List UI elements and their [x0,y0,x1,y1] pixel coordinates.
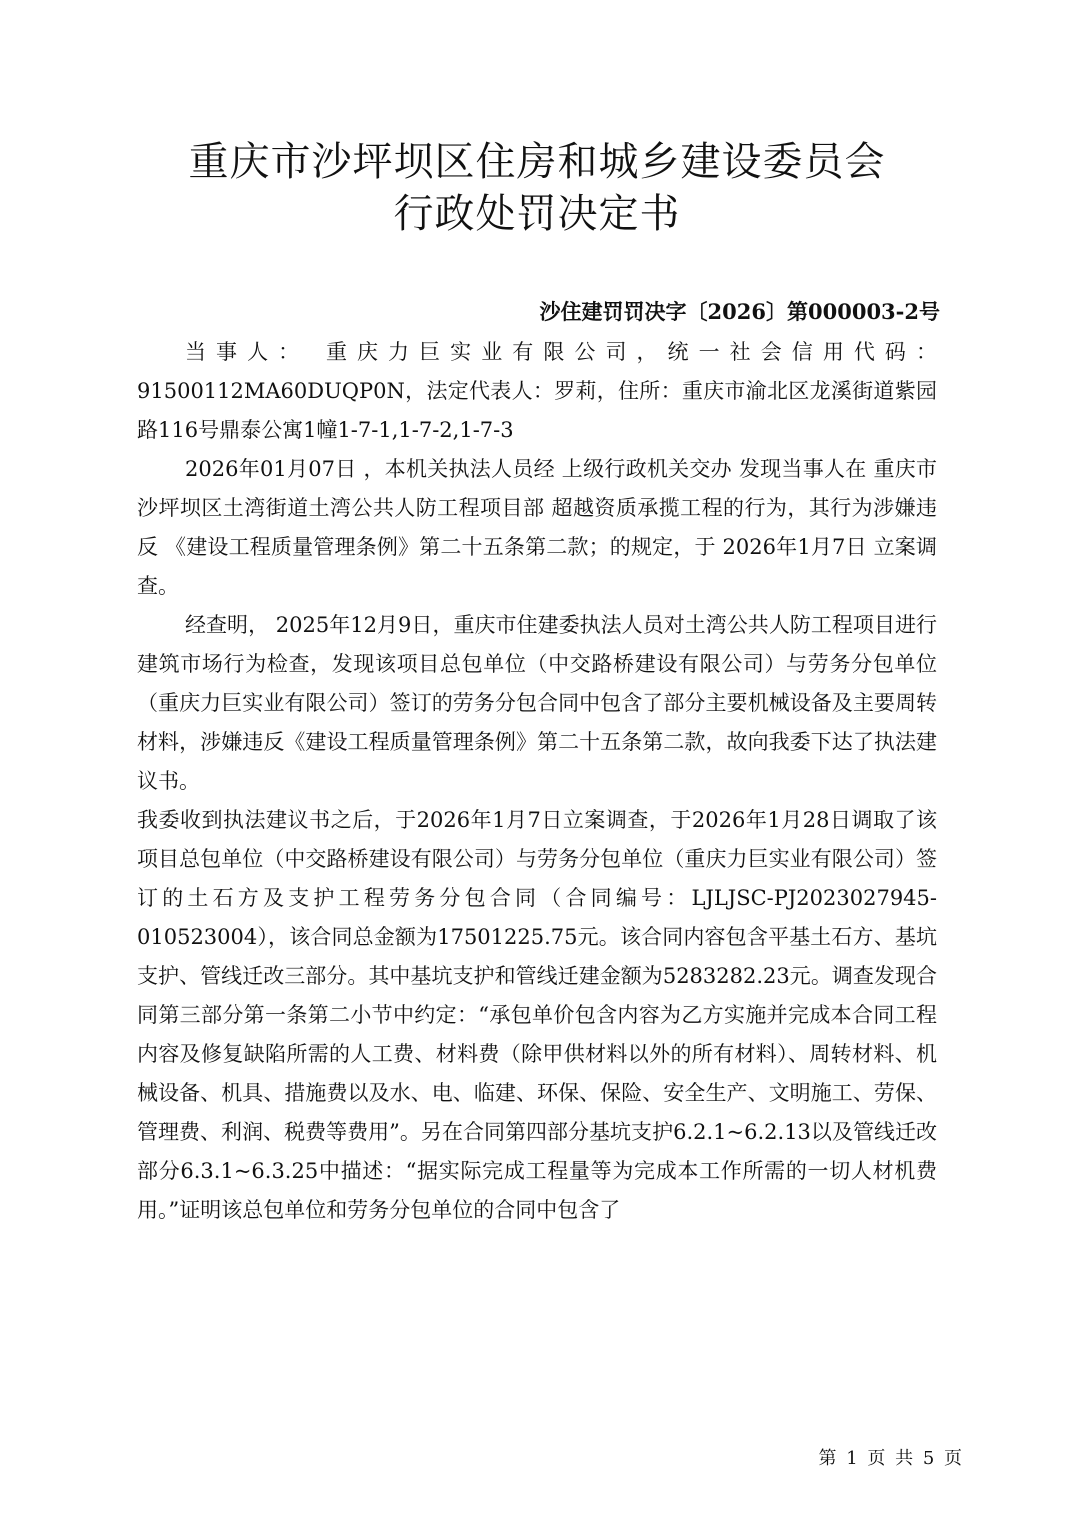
document-body [137,333,937,1230]
document-number: 沙住建罚罚决字〔2026〕第000003-2号 [539,299,940,324]
party-paragraph: 当事人： 重庆力巨实业有限公司，统一社会信用代码：91500112MA60DUQP0N，法定代表人：罗莉，住所：重庆市渝北区龙溪街道紫园路116号鼎泰公寓1幢1-7-1,1-7-2,1-7-3 [137,340,937,442]
title-line-1: 重庆市沙坪坝区住房和城乡建设委员会 [188,139,886,185]
document-title [0,136,1074,240]
page-number: 第 1 页 共 5 页 [818,1448,964,1469]
findings-paragraph: 我委收到执法建议书之后，于2026年1月7日立案调查，于2026年1月28日调取了该项目总包单位（中交路桥建设有限公司）与劳务分包单位（重庆力巨实业有限公司）签订的土石方及支护工程劳务分包合同（合同编号：LJLJSC-PJ2023027945-010523004），该合同总金额为17501225.75元。该合同内容包含平基土石方、基坑支护、管线迁改三部分。其中基坑支护和管线迁建金额为5283282.23元。调查发现合同第三部分第一条第二小节中约定：“承包单价包含内容为乙方实施并完成本合同工程内容及修复缺陷所需的人工费、材料费（除甲供材料以外的所有材料）、周转材料、机械设备、机具、措施费以及水、电、临建、环保、保险、安全生产、文明施工、劳保、管理费、利润、税费等费用”。另在合同第四部分基坑支护6.2.1~6.2.13以及管线迁改部分6.3.1~6.3.25中描述：“据实际完成工程量等为完成本工作所需的一切人材机费用。”证明该总包单位和劳务分包单位的合同中包含了 [137,808,937,1222]
investigation-paragraph: 经查明， 2025年12月9日，重庆市住建委执法人员对土湾公共人防工程项目进行建筑市场行为检查，发现该项目总包单位（中交路桥建设有限公司）与劳务分包单位（重庆力巨实业有限公司）签订的劳务分包合同中包含了部分主要机械设备及主要周转材料，涉嫌违反《建设工程质量管理条例》第二十五条第二款，故向我委下达了执法建议书。 [137,613,937,793]
case-filing-paragraph: 2026年01月07日 ，本机关执法人员经 上级行政机关交办 发现当事人在 重庆市沙坪坝区土湾街道土湾公共人防工程项目部 超越资质承揽工程的行为，其行为涉嫌违反 《建设工程质量管理条例》第二十五条第二款；的规定，于 2026年1月7日 立案调查。 [137,457,937,598]
title-line-2: 行政处罚决定书 [393,191,681,237]
